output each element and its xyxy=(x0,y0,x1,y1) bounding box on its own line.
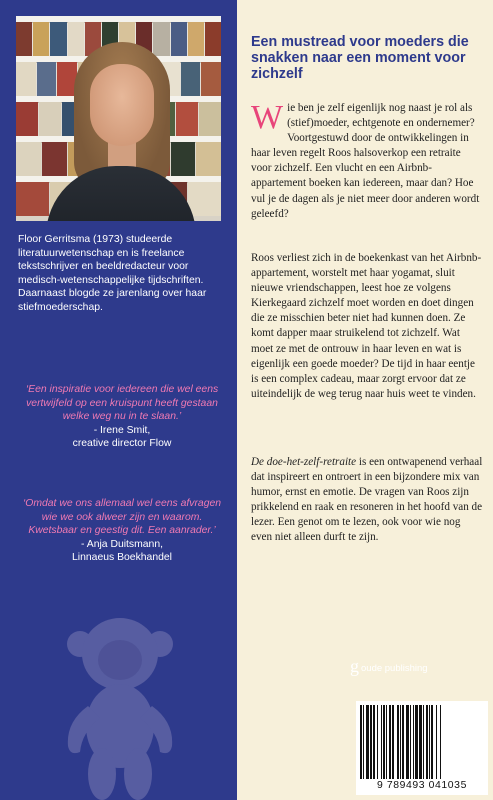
review-quote xyxy=(16,497,228,565)
publisher-name: oude publishing xyxy=(361,663,428,674)
author-bio xyxy=(18,233,233,315)
quote-author: - Irene Smit, xyxy=(93,424,151,436)
author-name: Floor Gerritsma xyxy=(18,234,91,245)
headline: Een mustread voor moeders die snakken naar een moment voor zichzelf xyxy=(251,34,469,82)
monkey-mascot-icon xyxy=(60,614,180,800)
publisher-logo xyxy=(350,656,428,677)
drop-cap: W xyxy=(251,99,284,136)
quote-text: ‘Een inspiratie voor iedereen die wel eens vertwijfeld op een kruispunt heeft gestaan welke weg nu in te slaan.’ xyxy=(25,384,219,423)
review-quote xyxy=(16,383,228,451)
author-photo xyxy=(16,16,221,221)
quote-author-role: creative director Flow xyxy=(72,438,172,450)
quote-text: ‘Omdat we ons allemaal wel eens afvragen wie we ook alweer zijn en waarom. Kwetsbaar en geestig dit. Een aanrader.’ xyxy=(22,498,222,537)
author-bio-text: (1973) studeerde literatuurwetenschap en is freelance tekstschrijver en beeldredacteur voor medisch-wetenschappelijke tijdschriften. Daarnaast blogde ze jarenlang over haar stiefmoederschap. xyxy=(18,234,207,313)
blurb-paragraph xyxy=(251,455,483,546)
blurb-paragraph-text: ie ben je zelf eigenlijk nog naast je rol als (stief)moeder, echtgenote en ondernemer? Voortgestuwd door de ontwikkelingen in haar leven regelt Roos halsoverkop een retraite voor zichzelf. Een vlucht en een Airbnb-appartement boeken kan iedereen, maar dan? Hoe vul je de dagen als je niet meer door anderen wordt geleefd? xyxy=(251,102,480,220)
blurb-paragraph-text: is een ontwapenend verhaal dat inspireert en ontroert in een bijzondere mix van humor, ernst en emotie. De vragen van Roos zijn prikkelend en raak en resoneren in het hoofd van de lezer. Een genot om te lezen, ook voor wie nog even niet alleen durft te zijn. xyxy=(251,456,483,544)
isbn-number: 9 789493 041035 xyxy=(377,780,467,791)
barcode-bars xyxy=(360,705,484,779)
blurb-paragraph xyxy=(251,101,483,222)
isbn-barcode xyxy=(356,701,488,795)
publisher-logo-icon: g xyxy=(350,656,359,676)
quote-author: - Anja Duitsmann, xyxy=(80,538,163,550)
blurb-paragraph: Roos verliest zich in de boekenkast van het Airbnb-appartement, worstelt met haar yogamat, sluit nieuwe vriendschappen, leest hoe ze volgens Kierkegaard zichzelf moet worden en doet dingen die ze misschien beter niet had kunnen doen. Ze komt dapper maar struikelend tot zichzelf. Wat moet ze met de ontrouw in haar leven en wat is eigenlijk een goede moeder? De tijd in haar eentje is een complex cadeau, maar zorgt ervoor dat ze uiteindelijk de weg terug naar huis weet te vinden. xyxy=(251,252,482,400)
book-title: De doe-het-zelf-retraite xyxy=(251,456,357,468)
back-cover-left-panel xyxy=(0,0,237,800)
quote-author-role: Linnaeus Boekhandel xyxy=(72,552,172,564)
